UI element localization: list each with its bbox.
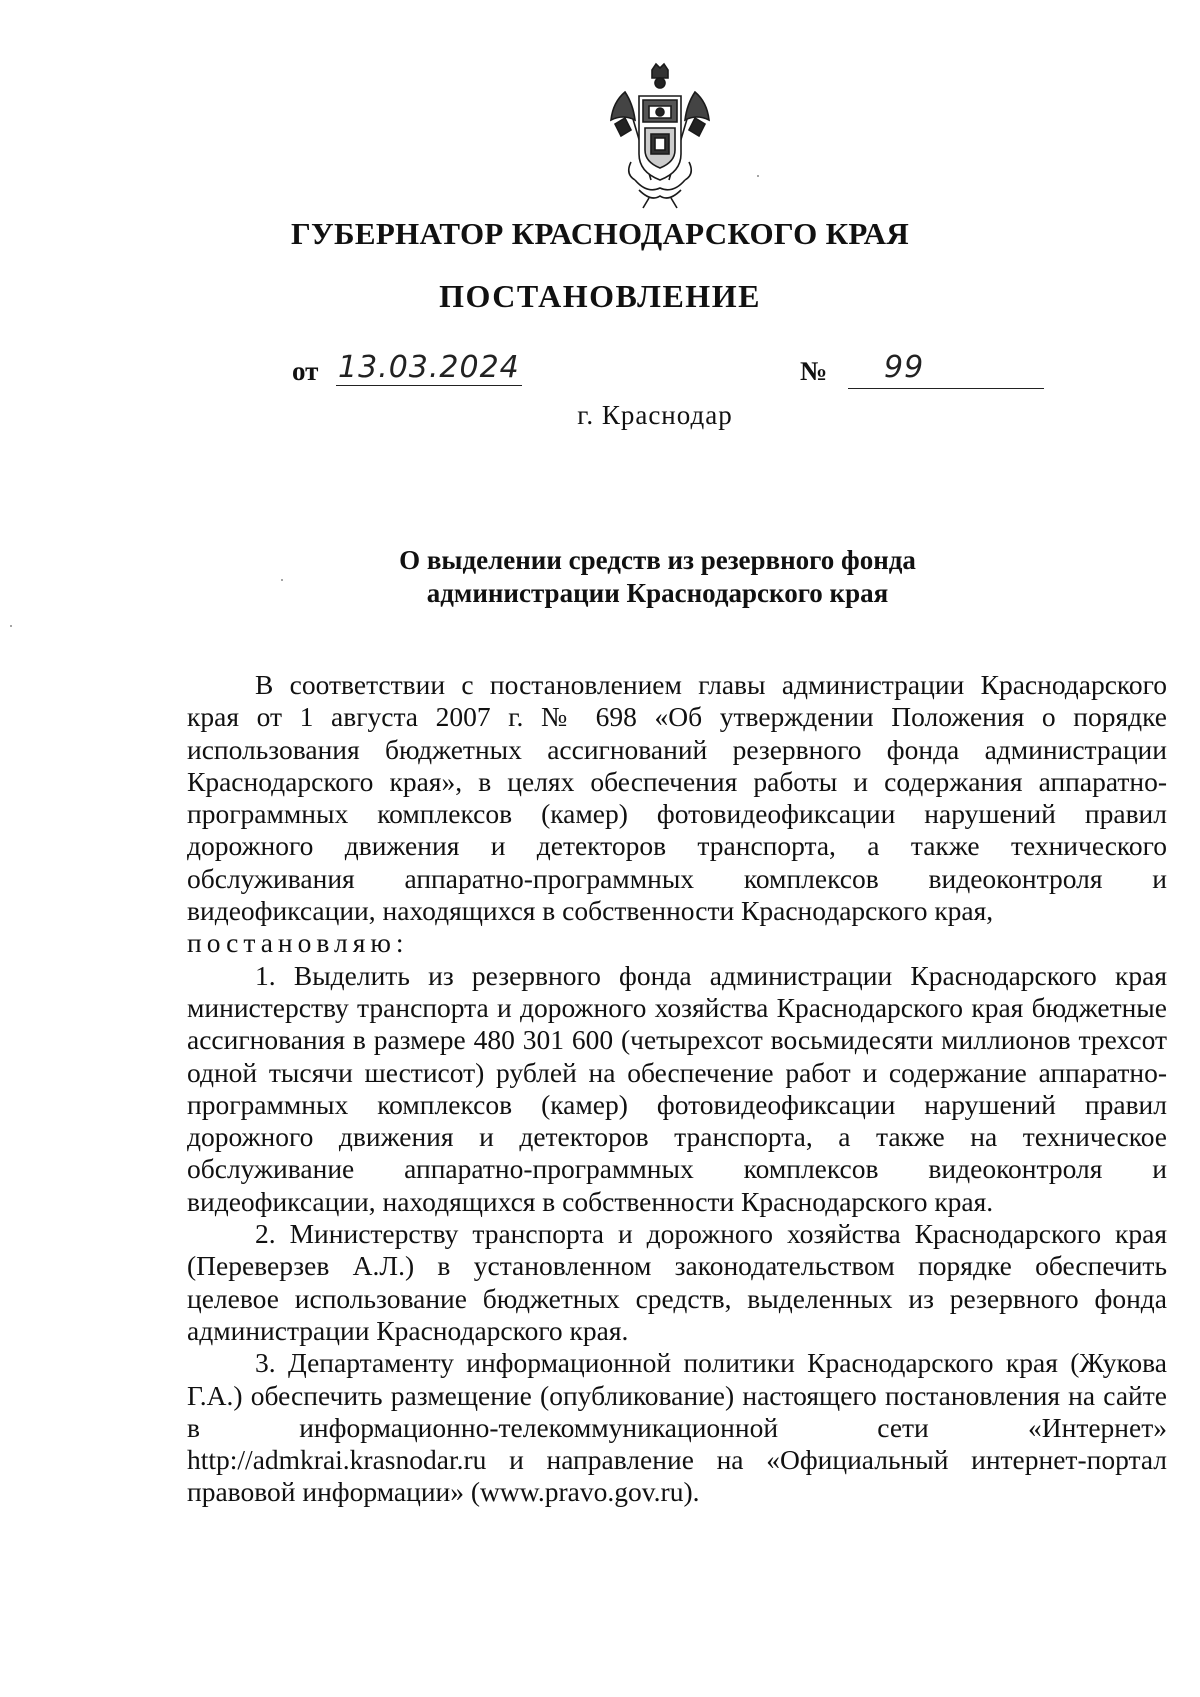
document-title-line-1: О выделении средств из резервного фонда bbox=[399, 545, 916, 575]
item-3-paragraph: 3. Департаменту информационной политики Краснодарского края (Жукова Г.А.) обеспечить размещение (опубликование) настоящего постановления на сайте в информационно-телекоммуникационной сети «Интернет» http://admkrai.krasnodar.ru и направление на «Официальный интернет-портал правовой информации» (www.pravo.gov.ru). bbox=[187, 1347, 1167, 1508]
handwritten-number: 99 bbox=[884, 350, 925, 385]
document-title bbox=[0, 544, 1200, 610]
document-body bbox=[187, 669, 1167, 1509]
item-1-paragraph: 1. Выделить из резервного фонда администрации Краснодарского края министерству транспорта и дорожного хозяйства Краснодарского края бюджетные ассигнования в размере 480 301 600 (четырехсот восьмидесяти миллионов трехсот одной тысячи шестисот) рублей на обеспечение работ и содержание аппаратно-программных комплексов (камер) фотовидеофиксации нарушений правил дорожного движения и детекторов транспорта, а также на техническое обслуживание аппаратно-программных комплексов видеоконтроля и видеофиксации, находящихся в собственности Краснодарского края. bbox=[187, 959, 1167, 1217]
issuing-authority: ГУБЕРНАТОР КРАСНОДАРСКОГО КРАЯ bbox=[290, 216, 910, 251]
resolve-word: постановляю: bbox=[187, 927, 409, 959]
handwritten-date: 13.03.2024 bbox=[338, 350, 520, 385]
item-2-paragraph: 2. Министерству транспорта и дорожного хозяйства Краснодарского края (Переверзев А.Л.) в установленном законодательством порядке обеспечить целевое использование бюджетных средств, выделенных из резервного фонда администрации Краснодарского края. bbox=[187, 1218, 1167, 1346]
date-number-line bbox=[292, 350, 1052, 394]
scan-speck bbox=[10, 625, 12, 627]
document-title-line-2: администрации Краснодарского края bbox=[426, 578, 889, 608]
date-label: от bbox=[292, 356, 319, 386]
scan-speck bbox=[281, 579, 283, 581]
coat-of-arms-icon bbox=[605, 62, 715, 210]
preamble-paragraph: В соответствии с постановлением главы администрации Краснодарского края от 1 августа 2007 г. № 698 «Об утверждении Положения о порядке использования бюджетных ассигнований резервного фонда администрации Краснодарского края», в целях обеспечения работы и содержания аппаратно-программных комплексов (камер) фотовидеофиксации нарушений правил дорожного движения и детекторов транспорта, а также технического обслуживания аппаратно-программных комплексов видеоконтроля и видеофиксации, находящихся в собственности Краснодарского края, bbox=[187, 669, 1167, 927]
scan-speck bbox=[757, 175, 759, 177]
number-label: № bbox=[800, 356, 828, 386]
number-underline bbox=[848, 388, 1044, 389]
document-type: ПОСТАНОВЛЕНИЕ bbox=[439, 278, 761, 314]
city-of-issue: г. Краснодар bbox=[577, 400, 733, 430]
